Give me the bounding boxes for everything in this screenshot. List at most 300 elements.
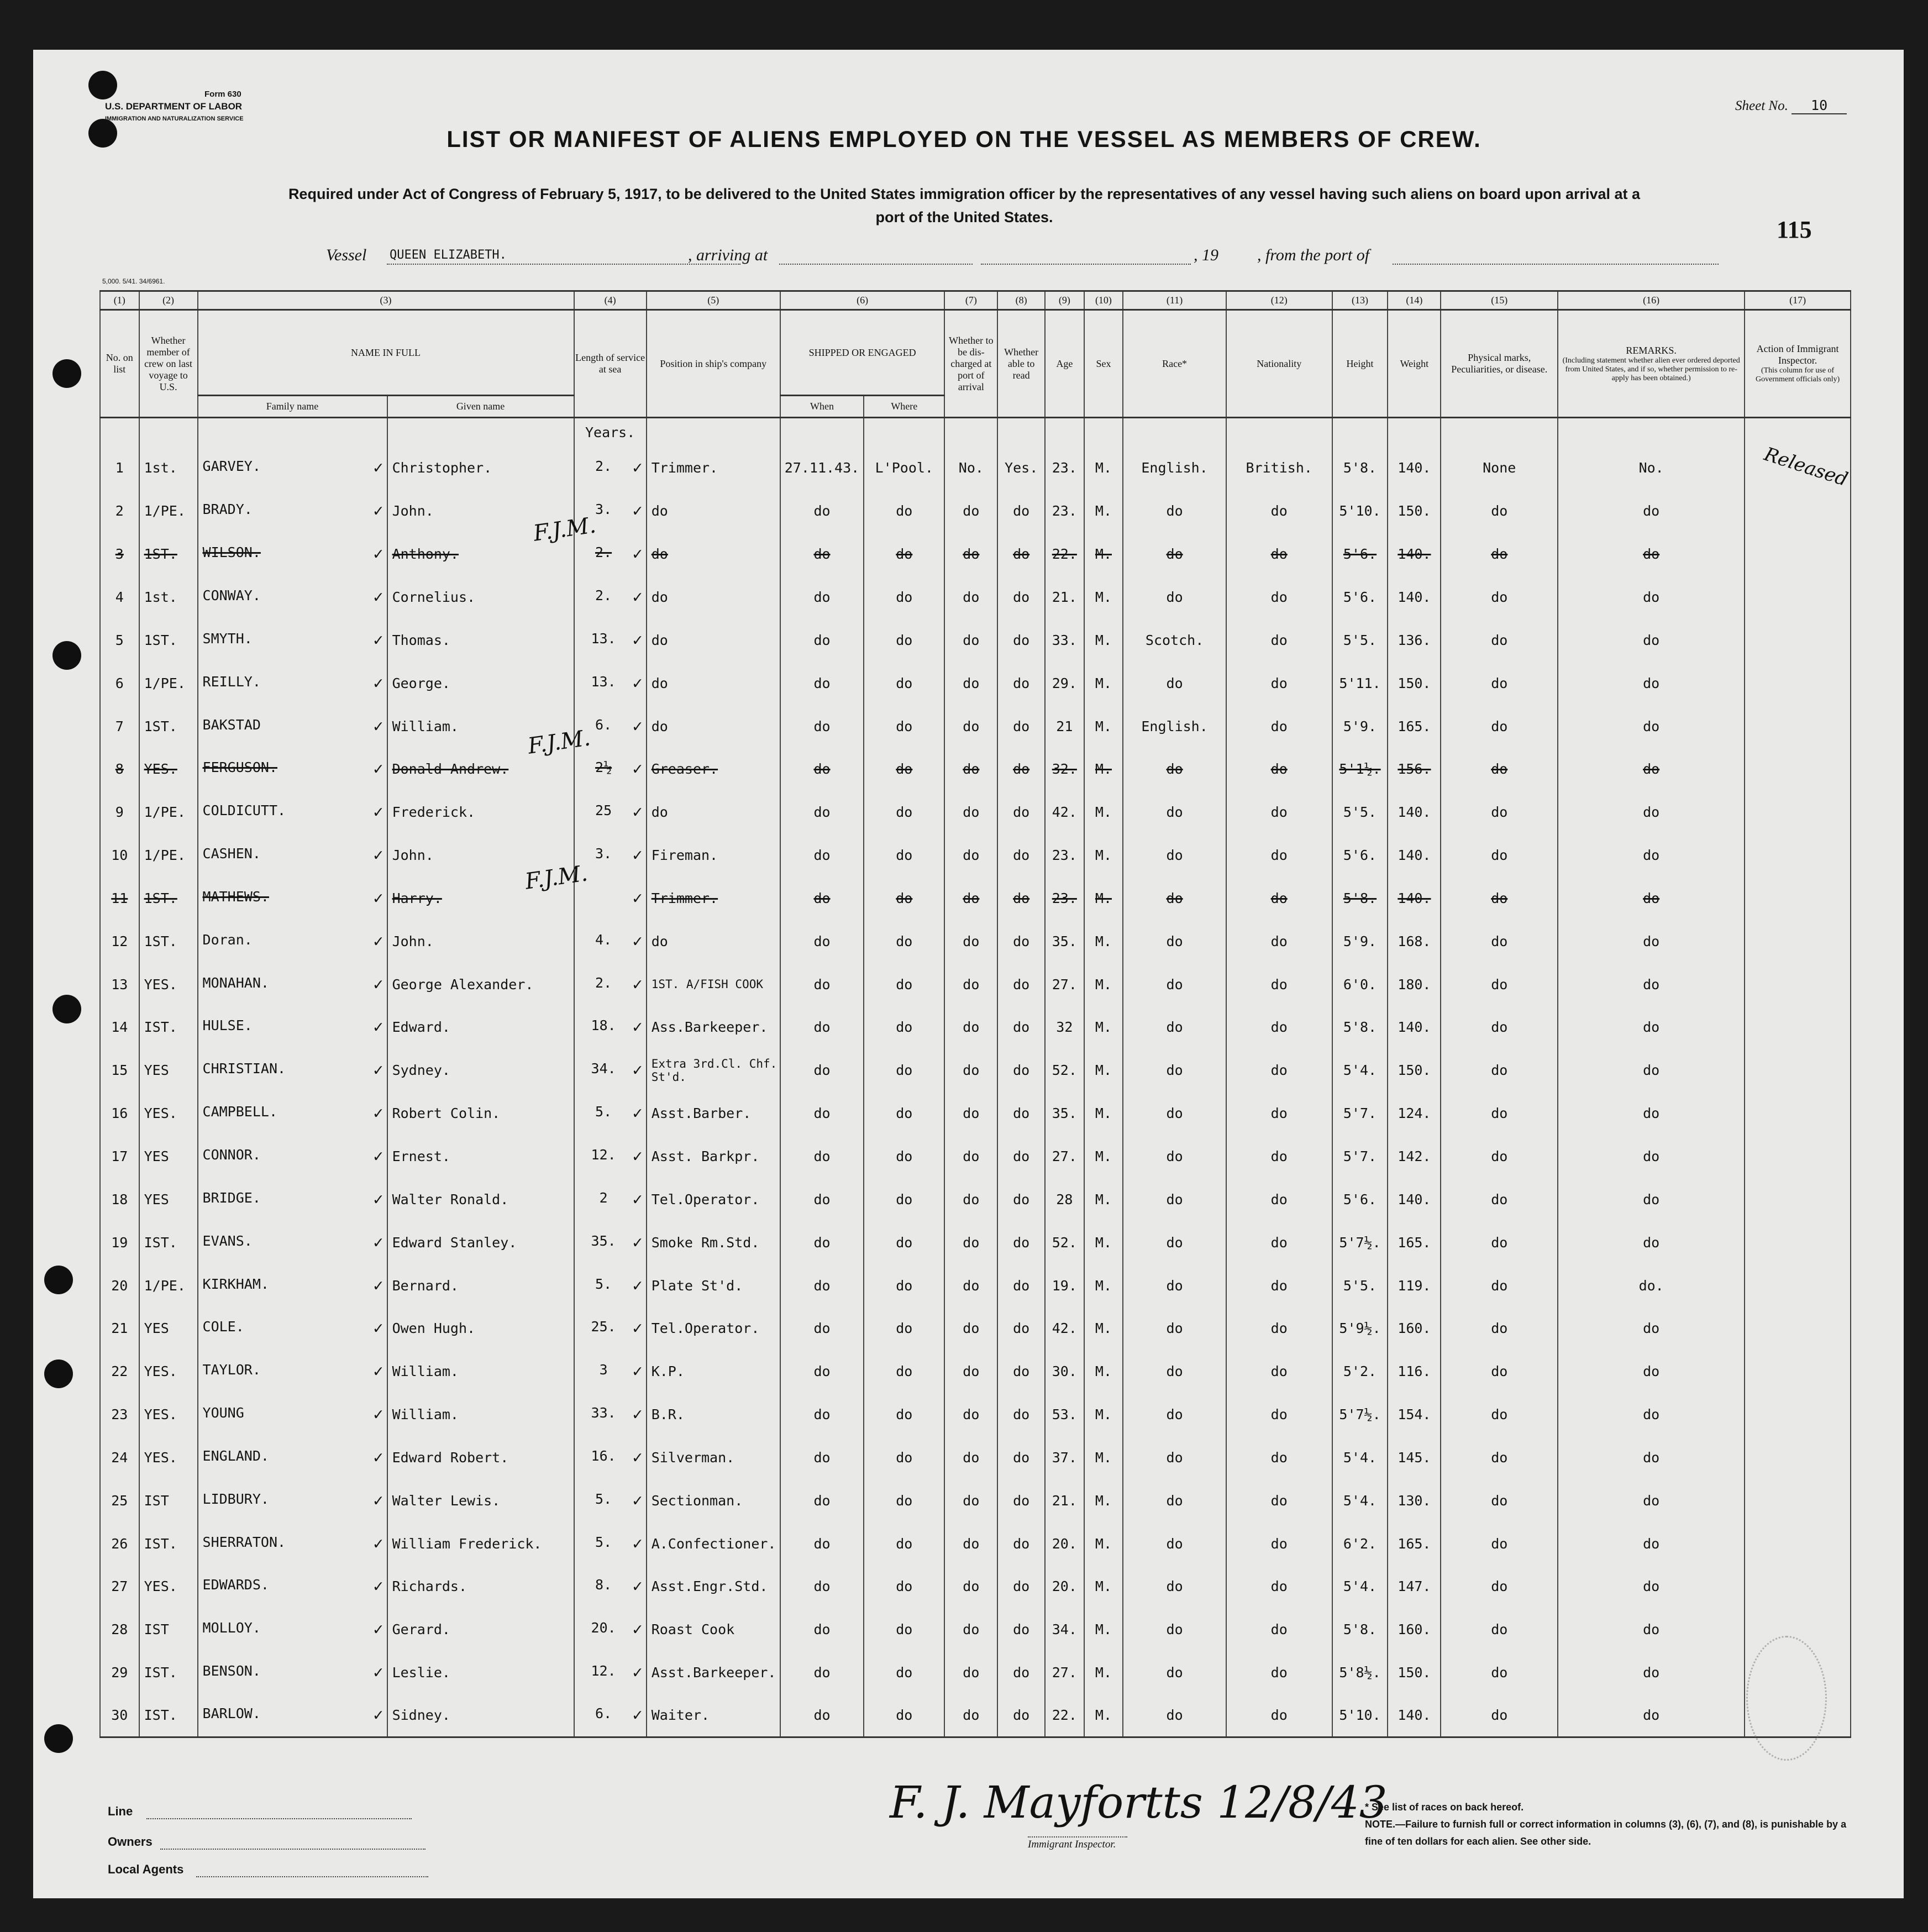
discharged-cell: do bbox=[944, 963, 997, 1006]
table-row bbox=[100, 877, 1851, 920]
nationality-cell: do bbox=[1226, 791, 1332, 834]
nationality-cell: do bbox=[1226, 920, 1332, 963]
position-cell: Greaser. bbox=[647, 748, 780, 791]
check-mark-icon: ✓ bbox=[373, 1447, 384, 1467]
nationality-cell: do bbox=[1226, 1393, 1332, 1436]
action-cell bbox=[1745, 1221, 1851, 1264]
remarks-cell: do bbox=[1558, 963, 1745, 1006]
race-cell: do bbox=[1123, 1307, 1226, 1350]
shipped-when-cell: do bbox=[780, 1694, 864, 1737]
family-name-cell: ENGLAND. ✓ bbox=[198, 1436, 387, 1479]
years-service-cell: 18. ✓ bbox=[574, 1006, 647, 1049]
row-number-cell: 18 bbox=[100, 1178, 139, 1221]
table-row bbox=[100, 1565, 1851, 1608]
years-service-cell: 12. ✓ bbox=[574, 1135, 647, 1178]
header-read: Whether able to read bbox=[997, 310, 1045, 418]
action-cell bbox=[1745, 1049, 1851, 1092]
position-cell: Roast Cook bbox=[647, 1608, 780, 1651]
check-mark-icon: ✓ bbox=[632, 888, 643, 908]
shipped-when-cell: do bbox=[780, 1006, 864, 1049]
family-name-cell: REILLY. ✓ bbox=[198, 662, 387, 705]
able-to-read-cell: do bbox=[997, 1049, 1045, 1092]
last-voyage-cell: 1/PE. bbox=[139, 1264, 198, 1307]
remarks-cell: No. bbox=[1558, 447, 1745, 490]
check-mark-icon: ✓ bbox=[373, 1189, 384, 1209]
action-cell bbox=[1745, 1436, 1851, 1479]
discharged-cell: do bbox=[944, 1522, 997, 1565]
discharged-cell: do bbox=[944, 920, 997, 963]
discharged-cell: do bbox=[944, 1479, 997, 1522]
last-voyage-cell: 1/PE. bbox=[139, 834, 198, 877]
check-mark-icon: ✓ bbox=[632, 1620, 643, 1640]
discharged-cell: do bbox=[944, 1393, 997, 1436]
height-cell: 5'9. bbox=[1332, 705, 1388, 748]
sex-cell: M. bbox=[1084, 1006, 1123, 1049]
last-voyage-cell: YES bbox=[139, 1049, 198, 1092]
physical-marks-cell: do bbox=[1441, 1049, 1558, 1092]
shipped-when-cell: do bbox=[780, 791, 864, 834]
table-row bbox=[100, 618, 1851, 662]
header-nationality: Nationality bbox=[1226, 310, 1332, 418]
given-name-cell: Sydney. bbox=[387, 1049, 574, 1092]
shipped-when-cell: do bbox=[780, 1479, 864, 1522]
given-name-cell: Ernest. bbox=[387, 1135, 574, 1178]
shipped-where-cell: do bbox=[864, 1006, 944, 1049]
from-port-label: , from the port of bbox=[1257, 246, 1370, 264]
header-race: Race* bbox=[1123, 310, 1226, 418]
colnum: (2) bbox=[139, 291, 198, 310]
able-to-read-cell: do bbox=[997, 1479, 1045, 1522]
shipped-when-cell: do bbox=[780, 1049, 864, 1092]
years-service-cell: 3 ✓ bbox=[574, 1350, 647, 1393]
given-name-cell: Richards. bbox=[387, 1565, 574, 1608]
sex-cell: M. bbox=[1084, 705, 1123, 748]
race-cell: English. bbox=[1123, 705, 1226, 748]
row-number-cell: 3 bbox=[100, 533, 139, 576]
shipped-where-cell: do bbox=[864, 963, 944, 1006]
family-name-cell: Doran. ✓ bbox=[198, 920, 387, 963]
given-name-cell: Owen Hugh. bbox=[387, 1307, 574, 1350]
shipped-when-cell: do bbox=[780, 1651, 864, 1694]
last-voyage-cell: 1/PE. bbox=[139, 791, 198, 834]
given-name-cell: Sidney. bbox=[387, 1694, 574, 1737]
years-service-cell: 5. ✓ bbox=[574, 1264, 647, 1307]
weight-cell: 140. bbox=[1388, 834, 1441, 877]
position-cell: 1ST. A/FISH COOK bbox=[647, 963, 780, 1006]
race-cell: Scotch. bbox=[1123, 618, 1226, 662]
remarks-cell: do. bbox=[1558, 1264, 1745, 1307]
shipped-where-cell: do bbox=[864, 791, 944, 834]
vessel-name: QUEEN ELIZABETH. bbox=[390, 248, 507, 262]
punch-hole bbox=[52, 359, 81, 388]
table-row bbox=[100, 1393, 1851, 1436]
remarks-cell: do bbox=[1558, 618, 1745, 662]
signature-label: Immigrant Inspector. bbox=[1028, 1836, 1127, 1851]
sex-cell: M. bbox=[1084, 1565, 1123, 1608]
check-mark-icon: ✓ bbox=[373, 1319, 384, 1338]
years-service-cell: 2. ✓ bbox=[574, 963, 647, 1006]
row-number-cell: 27 bbox=[100, 1565, 139, 1608]
sex-cell: M. bbox=[1084, 618, 1123, 662]
sex-cell: M. bbox=[1084, 576, 1123, 619]
weight-cell: 154. bbox=[1388, 1393, 1441, 1436]
row-number-cell: 9 bbox=[100, 791, 139, 834]
nationality-cell: do bbox=[1226, 1006, 1332, 1049]
check-mark-icon: ✓ bbox=[632, 1705, 643, 1725]
sex-cell: M. bbox=[1084, 1135, 1123, 1178]
remarks-cell: do bbox=[1558, 834, 1745, 877]
check-mark-icon: ✓ bbox=[632, 544, 643, 564]
years-service-cell: 2 ✓ bbox=[574, 1178, 647, 1221]
sex-cell: M. bbox=[1084, 662, 1123, 705]
height-cell: 5'8. bbox=[1332, 877, 1388, 920]
header-family: Family name bbox=[198, 396, 387, 418]
check-mark-icon: ✓ bbox=[373, 501, 384, 521]
physical-marks-cell: do bbox=[1441, 618, 1558, 662]
action-cell bbox=[1745, 533, 1851, 576]
row-number-cell: 26 bbox=[100, 1522, 139, 1565]
colnum: (11) bbox=[1123, 291, 1226, 310]
check-mark-icon: ✓ bbox=[373, 1663, 384, 1683]
colnum: (16) bbox=[1558, 291, 1745, 310]
shipped-when-cell: do bbox=[780, 1178, 864, 1221]
check-mark-icon: ✓ bbox=[632, 716, 643, 736]
discharged-cell: do bbox=[944, 1694, 997, 1737]
shipped-when-cell: do bbox=[780, 1221, 864, 1264]
family-name-cell: CONWAY. ✓ bbox=[198, 576, 387, 619]
given-name-cell: Edward. bbox=[387, 1006, 574, 1049]
race-cell: do bbox=[1123, 1694, 1226, 1737]
physical-marks-cell: do bbox=[1441, 1522, 1558, 1565]
years-service-cell: 2. ✓ bbox=[574, 533, 647, 576]
position-cell: Smoke Rm.Std. bbox=[647, 1221, 780, 1264]
able-to-read-cell: do bbox=[997, 1694, 1045, 1737]
shipped-where-cell: do bbox=[864, 1393, 944, 1436]
given-name-cell: William. bbox=[387, 1350, 574, 1393]
race-cell: do bbox=[1123, 576, 1226, 619]
table-row bbox=[100, 1608, 1851, 1651]
nationality-cell: do bbox=[1226, 963, 1332, 1006]
year-prefix: , 19 bbox=[1194, 246, 1218, 264]
years-service-cell: 2½ ✓ bbox=[574, 748, 647, 791]
given-name-cell: Edward Stanley. bbox=[387, 1221, 574, 1264]
years-service-cell: 3. ✓ bbox=[574, 834, 647, 877]
shipped-where-cell: do bbox=[864, 1307, 944, 1350]
given-name-cell: Walter Lewis. bbox=[387, 1479, 574, 1522]
action-cell bbox=[1745, 576, 1851, 619]
row-number-cell: 2 bbox=[100, 490, 139, 533]
nationality-cell: do bbox=[1226, 1479, 1332, 1522]
position-cell: K.P. bbox=[647, 1350, 780, 1393]
sex-cell: M. bbox=[1084, 748, 1123, 791]
check-mark-icon: ✓ bbox=[373, 759, 384, 779]
owners-label: Owners bbox=[108, 1835, 153, 1849]
sex-cell: M. bbox=[1084, 1264, 1123, 1307]
family-name-cell: CHRISTIAN. ✓ bbox=[198, 1049, 387, 1092]
family-name-cell: MATHEWS. ✓ bbox=[198, 877, 387, 920]
nationality-cell: do bbox=[1226, 1608, 1332, 1651]
physical-marks-cell: do bbox=[1441, 791, 1558, 834]
last-voyage-cell: 1/PE. bbox=[139, 662, 198, 705]
sex-cell: M. bbox=[1084, 1049, 1123, 1092]
position-cell: Extra 3rd.Cl. Chf. St'd. bbox=[647, 1049, 780, 1092]
shipped-where-cell: do bbox=[864, 1479, 944, 1522]
weight-cell: 150. bbox=[1388, 490, 1441, 533]
age-cell: 42. bbox=[1045, 1307, 1084, 1350]
sex-cell: M. bbox=[1084, 447, 1123, 490]
discharged-cell: do bbox=[944, 576, 997, 619]
check-mark-icon: ✓ bbox=[632, 1490, 643, 1510]
weight-cell: 156. bbox=[1388, 748, 1441, 791]
discharged-cell: do bbox=[944, 705, 997, 748]
check-mark-icon: ✓ bbox=[632, 1275, 643, 1295]
age-cell: 28 bbox=[1045, 1178, 1084, 1221]
sex-cell: M. bbox=[1084, 1307, 1123, 1350]
race-cell: do bbox=[1123, 963, 1226, 1006]
remarks-cell: do bbox=[1558, 1522, 1745, 1565]
able-to-read-cell: do bbox=[997, 963, 1045, 1006]
check-mark-icon: ✓ bbox=[632, 974, 643, 994]
action-cell bbox=[1745, 877, 1851, 920]
age-cell: 21 bbox=[1045, 705, 1084, 748]
page-title: LIST OR MANIFEST OF ALIENS EMPLOYED ON THE VESSEL AS MEMBERS OF CREW. bbox=[446, 126, 1482, 152]
able-to-read-cell: do bbox=[997, 1436, 1045, 1479]
remarks-cell: do bbox=[1558, 791, 1745, 834]
nationality-cell: do bbox=[1226, 1092, 1332, 1135]
nationality-cell: do bbox=[1226, 748, 1332, 791]
age-cell: 27. bbox=[1045, 1651, 1084, 1694]
years-service-cell: 6. ✓ bbox=[574, 705, 647, 748]
last-voyage-cell: YES bbox=[139, 1178, 198, 1221]
able-to-read-cell: do bbox=[997, 705, 1045, 748]
print-code: 5,000. 5/41. 34/6961. bbox=[102, 277, 165, 285]
row-number-cell: 11 bbox=[100, 877, 139, 920]
height-cell: 5'10. bbox=[1332, 1694, 1388, 1737]
last-voyage-cell: IST. bbox=[139, 1522, 198, 1565]
header-given: Given name bbox=[387, 396, 574, 418]
weight-cell: 140. bbox=[1388, 533, 1441, 576]
position-cell: do bbox=[647, 533, 780, 576]
shipped-where-cell: do bbox=[864, 920, 944, 963]
position-cell: B.R. bbox=[647, 1393, 780, 1436]
physical-marks-cell: do bbox=[1441, 1565, 1558, 1608]
race-cell: do bbox=[1123, 1092, 1226, 1135]
physical-marks-cell: do bbox=[1441, 748, 1558, 791]
able-to-read-cell: do bbox=[997, 618, 1045, 662]
family-name-cell: HULSE. ✓ bbox=[198, 1006, 387, 1049]
action-cell bbox=[1745, 705, 1851, 748]
shipped-where-cell: do bbox=[864, 1651, 944, 1694]
check-mark-icon: ✓ bbox=[632, 1362, 643, 1382]
family-name-cell: BARLOW. ✓ bbox=[198, 1694, 387, 1737]
able-to-read-cell: do bbox=[997, 1006, 1045, 1049]
remarks-cell: do bbox=[1558, 1307, 1745, 1350]
nationality-cell: do bbox=[1226, 1049, 1332, 1092]
weight-cell: 150. bbox=[1388, 1651, 1441, 1694]
age-cell: 52. bbox=[1045, 1049, 1084, 1092]
race-cell: do bbox=[1123, 920, 1226, 963]
header-age: Age bbox=[1045, 310, 1084, 418]
age-cell: 30. bbox=[1045, 1350, 1084, 1393]
height-cell: 5'5. bbox=[1332, 791, 1388, 834]
shipped-where-cell: do bbox=[864, 748, 944, 791]
table-row bbox=[100, 533, 1851, 576]
last-voyage-cell: 1ST. bbox=[139, 877, 198, 920]
weight-cell: 165. bbox=[1388, 1522, 1441, 1565]
height-cell: 5'10. bbox=[1332, 490, 1388, 533]
shipped-where-cell: do bbox=[864, 1694, 944, 1737]
height-cell: 5'1½. bbox=[1332, 748, 1388, 791]
nationality-cell: do bbox=[1226, 705, 1332, 748]
table-row bbox=[100, 662, 1851, 705]
header-when: When bbox=[780, 396, 864, 418]
table-row bbox=[100, 1436, 1851, 1479]
race-cell: do bbox=[1123, 791, 1226, 834]
last-voyage-cell: IST. bbox=[139, 1694, 198, 1737]
punch-hole bbox=[52, 995, 81, 1023]
race-cell: do bbox=[1123, 1479, 1226, 1522]
physical-marks-cell: do bbox=[1441, 1307, 1558, 1350]
shipped-where-cell: do bbox=[864, 834, 944, 877]
check-mark-icon: ✓ bbox=[632, 1017, 643, 1037]
shipped-where-cell: do bbox=[864, 490, 944, 533]
check-mark-icon: ✓ bbox=[373, 1275, 384, 1295]
shipped-when-cell: do bbox=[780, 1307, 864, 1350]
check-mark-icon: ✓ bbox=[373, 888, 384, 908]
nationality-cell: do bbox=[1226, 490, 1332, 533]
position-cell: Trimmer. bbox=[647, 877, 780, 920]
height-cell: 5'7. bbox=[1332, 1092, 1388, 1135]
physical-marks-cell: do bbox=[1441, 1479, 1558, 1522]
header-height: Height bbox=[1332, 310, 1388, 418]
nationality-cell: do bbox=[1226, 1565, 1332, 1608]
shipped-where-cell: do bbox=[864, 533, 944, 576]
inspector-initials: F.J.M. bbox=[532, 512, 598, 547]
discharged-cell: do bbox=[944, 1565, 997, 1608]
last-voyage-cell: 1st. bbox=[139, 447, 198, 490]
physical-marks-cell: do bbox=[1441, 1006, 1558, 1049]
position-cell: do bbox=[647, 618, 780, 662]
years-service-cell: 35. ✓ bbox=[574, 1221, 647, 1264]
shipped-where-cell: do bbox=[864, 1178, 944, 1221]
age-cell: 23. bbox=[1045, 490, 1084, 533]
header-weight: Weight bbox=[1388, 310, 1441, 418]
check-mark-icon: ✓ bbox=[373, 1490, 384, 1510]
row-number-cell: 6 bbox=[100, 662, 139, 705]
check-mark-icon: ✓ bbox=[632, 846, 643, 865]
position-cell: A.Confectioner. bbox=[647, 1522, 780, 1565]
table-row bbox=[100, 1350, 1851, 1393]
height-cell: 5'8. bbox=[1332, 1608, 1388, 1651]
shipped-when-cell: do bbox=[780, 1393, 864, 1436]
nationality-cell: do bbox=[1226, 662, 1332, 705]
family-name-cell: BRIDGE. ✓ bbox=[198, 1178, 387, 1221]
check-mark-icon: ✓ bbox=[373, 1705, 384, 1725]
action-cell bbox=[1745, 1264, 1851, 1307]
weight-cell: 142. bbox=[1388, 1135, 1441, 1178]
position-cell: Silverman. bbox=[647, 1436, 780, 1479]
physical-marks-cell: do bbox=[1441, 1264, 1558, 1307]
last-voyage-cell: IST. bbox=[139, 1006, 198, 1049]
family-name-cell: KIRKHAM. ✓ bbox=[198, 1264, 387, 1307]
header-where: Where bbox=[864, 396, 944, 418]
family-name-cell: SMYTH. ✓ bbox=[198, 618, 387, 662]
check-mark-icon: ✓ bbox=[632, 1405, 643, 1425]
weight-cell: 140. bbox=[1388, 447, 1441, 490]
row-number-cell: 14 bbox=[100, 1006, 139, 1049]
row-number-cell: 28 bbox=[100, 1608, 139, 1651]
able-to-read-cell: do bbox=[997, 1221, 1045, 1264]
able-to-read-cell: do bbox=[997, 920, 1045, 963]
weight-cell: 140. bbox=[1388, 1178, 1441, 1221]
last-voyage-cell: IST bbox=[139, 1608, 198, 1651]
sex-cell: M. bbox=[1084, 877, 1123, 920]
table-row bbox=[100, 791, 1851, 834]
table-row bbox=[100, 920, 1851, 963]
family-name-cell: BENSON. ✓ bbox=[198, 1651, 387, 1694]
action-cell bbox=[1745, 1092, 1851, 1135]
race-cell: do bbox=[1123, 1135, 1226, 1178]
remarks-cell: do bbox=[1558, 1479, 1745, 1522]
given-name-cell: John. bbox=[387, 920, 574, 963]
family-name-cell: YOUNG ✓ bbox=[198, 1393, 387, 1436]
weight-cell: 160. bbox=[1388, 1608, 1441, 1651]
colnum: (6) bbox=[780, 291, 945, 310]
age-cell: 27. bbox=[1045, 1135, 1084, 1178]
family-name-cell: CAMPBELL. ✓ bbox=[198, 1092, 387, 1135]
position-cell: Asst.Barkeeper. bbox=[647, 1651, 780, 1694]
able-to-read-cell: Yes. bbox=[997, 447, 1045, 490]
able-to-read-cell: do bbox=[997, 748, 1045, 791]
physical-marks-cell: None bbox=[1441, 447, 1558, 490]
given-name-cell: Edward Robert. bbox=[387, 1436, 574, 1479]
check-mark-icon: ✓ bbox=[373, 1534, 384, 1553]
table-row bbox=[100, 1522, 1851, 1565]
last-voyage-cell: IST. bbox=[139, 1221, 198, 1264]
row-number-cell: 15 bbox=[100, 1049, 139, 1092]
able-to-read-cell: do bbox=[997, 834, 1045, 877]
sex-cell: M. bbox=[1084, 963, 1123, 1006]
weight-cell: 140. bbox=[1388, 877, 1441, 920]
age-cell: 21. bbox=[1045, 576, 1084, 619]
shipped-where-cell: L'Pool. bbox=[864, 447, 944, 490]
header-sex: Sex bbox=[1084, 310, 1123, 418]
able-to-read-cell: do bbox=[997, 1608, 1045, 1651]
years-service-cell: 6. ✓ bbox=[574, 1694, 647, 1737]
physical-marks-cell: do bbox=[1441, 1178, 1558, 1221]
family-name-cell: EVANS. ✓ bbox=[198, 1221, 387, 1264]
check-mark-icon: ✓ bbox=[373, 587, 384, 607]
height-cell: 5'6. bbox=[1332, 576, 1388, 619]
shipped-where-cell: do bbox=[864, 877, 944, 920]
row-number-cell: 10 bbox=[100, 834, 139, 877]
shipped-when-cell: do bbox=[780, 1565, 864, 1608]
nationality-cell: do bbox=[1226, 1522, 1332, 1565]
age-cell: 35. bbox=[1045, 1092, 1084, 1135]
sex-cell: M. bbox=[1084, 834, 1123, 877]
table-row bbox=[100, 963, 1851, 1006]
colnum: (5) bbox=[647, 291, 780, 310]
race-cell: do bbox=[1123, 1651, 1226, 1694]
row-number-cell: 16 bbox=[100, 1092, 139, 1135]
sheet-number-value: 10 bbox=[1792, 97, 1847, 114]
age-cell: 37. bbox=[1045, 1436, 1084, 1479]
weight-cell: 168. bbox=[1388, 920, 1441, 963]
height-cell: 5'7. bbox=[1332, 1135, 1388, 1178]
row-number-cell: 22 bbox=[100, 1350, 139, 1393]
years-service-cell: 13. ✓ bbox=[574, 618, 647, 662]
shipped-when-cell: do bbox=[780, 1436, 864, 1479]
